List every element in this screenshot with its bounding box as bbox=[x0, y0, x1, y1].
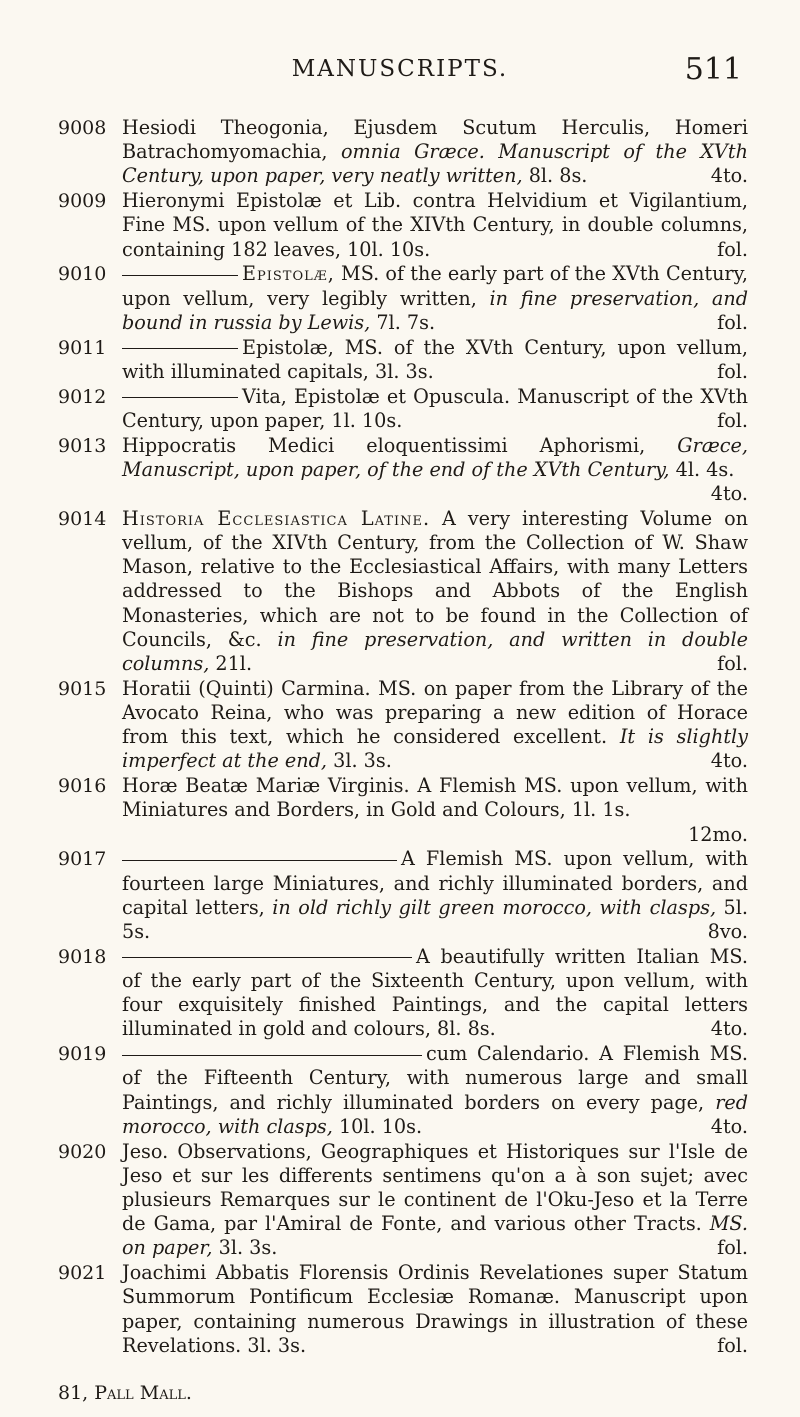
entry-format: fol. bbox=[717, 359, 748, 383]
ditto-rule bbox=[122, 348, 238, 349]
entry-number: 9016 bbox=[58, 775, 107, 798]
entry-format: 4to. bbox=[710, 482, 748, 506]
entry-price: 8l. 8s. bbox=[522, 164, 588, 188]
entry-description: Horæ Beatæ Mariæ Virginis. A Flemish MS. upon vellum, with Miniatures and Borders, in Gold and Colours, 1l. 1s. bbox=[122, 774, 748, 822]
entry-9015 bbox=[58, 677, 748, 774]
entry-description: A Flemish MS. upon vellum, with fourteen large Miniatures, and richly illuminated borders, and capital letters, bbox=[122, 847, 748, 919]
entry-price: 21l. bbox=[209, 652, 253, 676]
entry-format: 12mo. bbox=[688, 822, 748, 846]
entry-text bbox=[122, 116, 748, 189]
entry-9009 bbox=[58, 189, 748, 262]
entry-note: in old richly gilt green morocco, with clasps, bbox=[272, 895, 717, 919]
entry-text bbox=[122, 262, 748, 335]
entry-number: 9018 bbox=[58, 945, 107, 968]
entry-price: 5l. 5s. bbox=[122, 895, 749, 944]
entry-number: 9020 bbox=[58, 1140, 107, 1163]
entry-number: 9009 bbox=[58, 190, 107, 213]
entry-price: 10l. 10s. bbox=[332, 1114, 423, 1138]
entry-description: Hesiodi Theogonia, Ejusdem Scutum Herculis, Homeri Batrachomyomachia, bbox=[122, 116, 748, 164]
entry-text bbox=[122, 507, 748, 676]
entries-list bbox=[58, 116, 748, 1359]
entry-9020 bbox=[58, 1140, 748, 1261]
entry-format: 4to. bbox=[710, 1114, 748, 1138]
entry-description: A very interesting Volume on vellum, of the XIVth Century, from the Collection of W. Shaw Mason, relative to the Ecclesiastical Affairs, with many Letters addressed to the Bishops and Abbots of the English Monasteries, which are not to be found in the Collection of Councils, &c. bbox=[122, 506, 748, 651]
entry-description: Hieronymi Epistolæ et Lib. contra Helvidium et Vigilantium, Fine MS. upon vellum of the XIVth Century, in double columns, containing 182 leaves, 10l. 10s. bbox=[122, 189, 748, 261]
entry-text bbox=[122, 945, 748, 1042]
entry-9017 bbox=[58, 847, 748, 944]
page-number: 511 bbox=[684, 52, 742, 87]
entry-note: omnia Græce. Manuscript of the XVth Century, upon paper, very neatly written, bbox=[122, 140, 748, 188]
entry-note: in fine preservation, and written in double columns, bbox=[122, 627, 748, 676]
ditto-rule bbox=[122, 397, 238, 398]
entry-note: in fine preservation, and bound in russia by Lewis, bbox=[122, 286, 748, 334]
entry-format: 8vo. bbox=[707, 920, 748, 944]
entry-9016 bbox=[58, 774, 748, 847]
page-footer: 81, Pall Mall. bbox=[58, 1382, 192, 1404]
entry-number: 9014 bbox=[58, 507, 107, 530]
entry-9010 bbox=[58, 262, 748, 335]
ditto-rule bbox=[122, 275, 238, 276]
entry-text bbox=[122, 189, 748, 262]
entry-description: Epistolæ, MS. of the XVth Century, upon vellum, with illuminated capitals, 3l. 3s. bbox=[122, 335, 748, 383]
entry-note: It is slightly imperfect at the end, bbox=[122, 725, 749, 773]
entry-number: 9015 bbox=[58, 677, 107, 700]
entry-format: fol. bbox=[717, 237, 748, 261]
running-title: MANUSCRIPTS. bbox=[291, 56, 509, 82]
entry-heading: Historia Ecclesiastica Latine. bbox=[122, 506, 431, 530]
entry-format: fol. bbox=[717, 408, 748, 432]
entry-price: 7l. 7s. bbox=[370, 310, 436, 334]
entry-9019 bbox=[58, 1042, 748, 1139]
entry-text bbox=[122, 434, 748, 507]
entry-text bbox=[122, 1140, 748, 1261]
page-header bbox=[0, 52, 800, 92]
entry-description: MS. of the early part of the XVth Century, upon vellum, very legibly written, bbox=[122, 262, 748, 310]
ditto-rule bbox=[122, 957, 412, 958]
entry-number: 9021 bbox=[58, 1262, 107, 1285]
entry-note: Græce, Manuscript, upon paper, of the end of the XVth Century, bbox=[122, 433, 748, 481]
entry-format: fol. bbox=[717, 652, 748, 676]
entry-note: red morocco, with clasps, bbox=[122, 1090, 748, 1138]
entry-number: 9008 bbox=[58, 117, 107, 139]
entry-format: fol. bbox=[717, 1236, 748, 1260]
entry-text bbox=[122, 774, 748, 847]
entry-9008 bbox=[58, 116, 748, 189]
entry-9011 bbox=[58, 336, 748, 384]
entry-number: 9011 bbox=[58, 336, 107, 359]
entry-number: 9013 bbox=[58, 434, 107, 457]
entry-price: 3l. 3s. bbox=[327, 749, 392, 773]
entry-text bbox=[122, 385, 748, 433]
entry-description: A beautifully written Italian MS. of the early part of the Sixteenth Century, upon vellum, with four exquisitely finished Paintings, and the capital letters illuminated in gold and colours, 8l. 8s. bbox=[122, 944, 748, 1041]
entry-price: 4l. 4s. bbox=[669, 457, 735, 481]
entry-9021 bbox=[58, 1261, 748, 1358]
entry-format: 4to. bbox=[710, 749, 748, 773]
entry-format: 4to. bbox=[710, 1017, 748, 1041]
entry-description: Joachimi Abbatis Florensis Ordinis Revelationes super Statum Summorum Pontificum Ecclesiæ Romanæ. Manuscript upon paper, containing numerous Drawings in illustration of these Revelations. 3l. 3s. bbox=[122, 1261, 748, 1357]
entry-description: Hippocratis Medici eloquentissimi Aphorismi, bbox=[122, 433, 678, 457]
entry-price: 3l. 3s. bbox=[212, 1236, 278, 1260]
entry-number: 9010 bbox=[58, 263, 107, 286]
entry-text bbox=[122, 677, 748, 774]
entry-9012 bbox=[58, 385, 748, 433]
entry-number: 9012 bbox=[58, 385, 107, 408]
entry-description: cum Calendario. A Flemish MS. of the Fifteenth Century, with numerous large and small Paintings, and richly illuminated borders on every page, bbox=[122, 1042, 748, 1114]
entry-format: fol. bbox=[717, 310, 748, 334]
entry-text bbox=[122, 336, 748, 384]
entry-text bbox=[122, 1042, 748, 1139]
entry-description: Horatii (Quinti) Carmina. MS. on paper from the Library of the Avocato Reina, who was preparing a new edition of Horace from this text, which he considered excellent. bbox=[122, 676, 748, 749]
entry-note: MS. on paper, bbox=[122, 1212, 748, 1260]
entry-text bbox=[122, 847, 748, 944]
ditto-rule bbox=[122, 1055, 422, 1056]
entry-9013 bbox=[58, 434, 748, 507]
entry-description: Vita, Epistolæ et Opuscula. Manuscript of the XVth Century, upon paper, 1l. 10s. bbox=[122, 384, 748, 432]
entry-9018 bbox=[58, 945, 748, 1042]
ditto-rule bbox=[122, 860, 397, 861]
entry-format: fol. bbox=[717, 1333, 748, 1357]
entry-number: 9017 bbox=[58, 848, 107, 871]
entry-text bbox=[122, 1261, 748, 1358]
entry-9014 bbox=[58, 507, 748, 676]
entry-format: 4to. bbox=[710, 164, 748, 188]
entry-description: Jeso. Observations, Geographiques et Historiques sur l'Isle de Jeso et sur les differents sentimens qu'on a à son sujet; avec plusieurs Remarques sur le continent de l'Oku-Jeso et la Terre de Gama, par l'Amiral de Fonte, and various other Tracts. bbox=[122, 1139, 748, 1236]
entry-number: 9019 bbox=[58, 1043, 107, 1066]
entry-heading: Epistolæ, bbox=[242, 262, 335, 286]
